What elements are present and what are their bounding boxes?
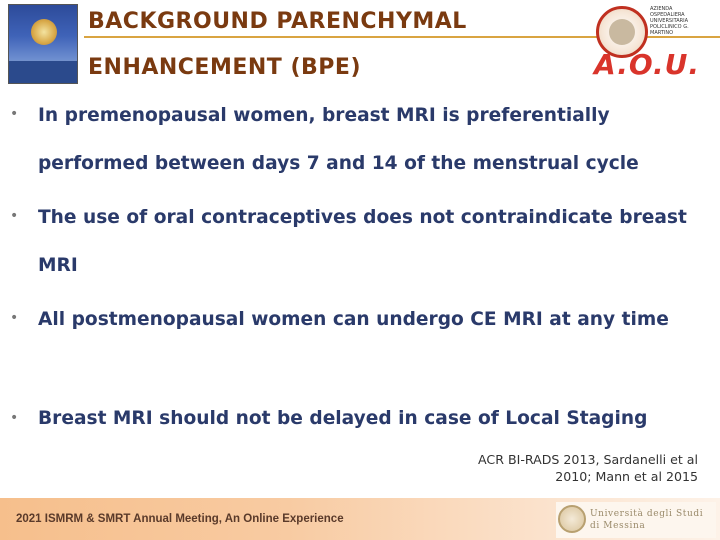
footer-text: 2021 ISMRM & SMRT Annual Meeting, An Online Experience [16, 513, 344, 525]
bullet-marker: • [10, 310, 19, 326]
bullet-marker: • [10, 208, 19, 224]
citation-line-1: ACR BI-RADS 2013, Sardanelli et al [478, 452, 698, 467]
hospital-emblem-logo [8, 4, 78, 84]
emblem-sea-icon [9, 61, 77, 83]
university-name-line-2: di Messina [590, 521, 646, 531]
citation-line-2: 2010; Mann et al 2015 [555, 469, 698, 484]
bullet-item-2: The use of oral contraceptives does not contraindicate breast MRI [38, 207, 687, 276]
citation [418, 451, 698, 485]
bullet-marker: • [10, 410, 19, 426]
bullet-marker: • [10, 106, 19, 122]
bullet-item-1: In premenopausal women, breast MRI is preferentially performed between days 7 and 14 of the menstrual cycle [38, 105, 639, 174]
university-logo [556, 502, 716, 538]
university-seal-icon [558, 505, 586, 533]
bullet-item-3: All postmenopausal women can undergo CE MRI at any time [38, 309, 669, 330]
bullet-item-4: Breast MRI should not be delayed in case of Local Staging [38, 408, 648, 429]
aou-logo-text: A.O.U. [594, 48, 701, 81]
emblem-sun-icon [31, 19, 57, 45]
slide-title-line-2: ENHANCEMENT (BPE) [88, 55, 361, 80]
university-name [590, 508, 703, 532]
aou-logo-caption: AZIENDA OSPEDALIERA UNIVERSITARIA POLICLINICO G. MARTINO [650, 6, 689, 36]
slide-title-line-1: BACKGROUND PARENCHYMAL [88, 9, 467, 34]
aou-logo [594, 4, 701, 81]
university-name-line-1: Università degli Studi [590, 509, 704, 519]
